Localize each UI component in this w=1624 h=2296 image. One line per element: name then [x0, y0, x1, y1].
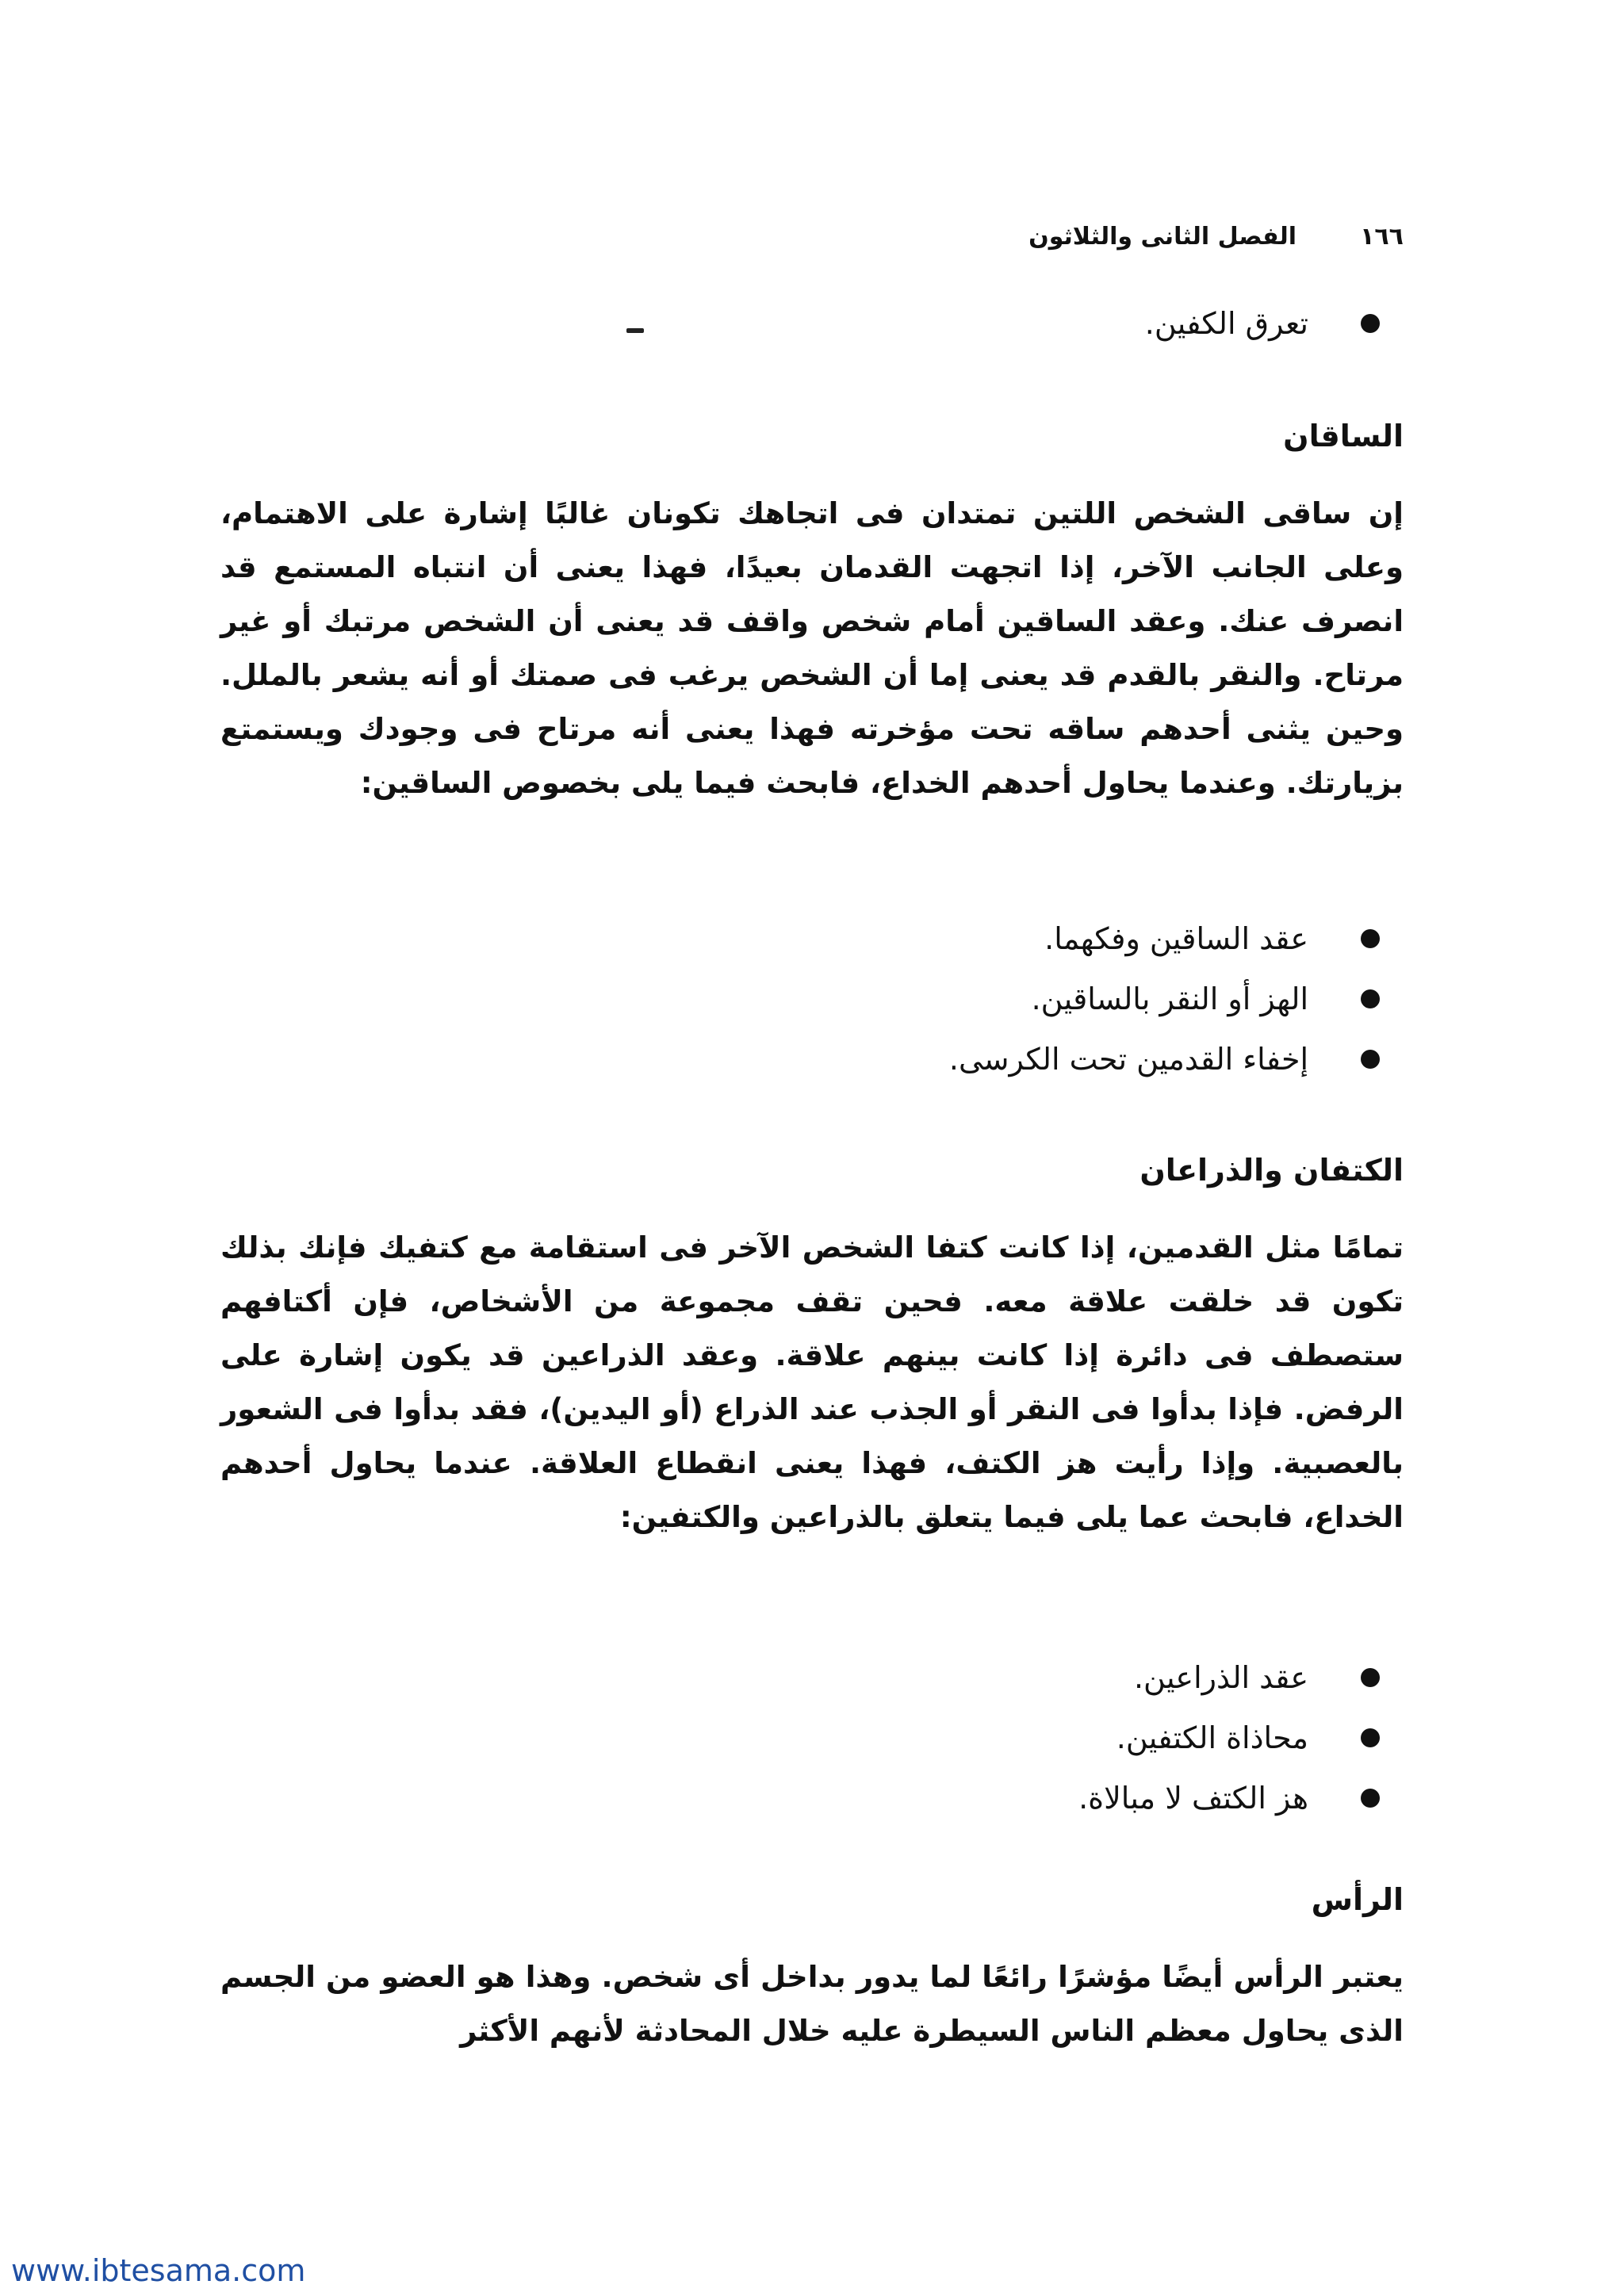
list-item-text: عقد الساقين وفكهما.: [1044, 921, 1308, 956]
section-paragraph: يعتبر الرأس أيضًا مؤشرًا رائعًا لما يدور بداخل أى شخص. وهذا هو العضو من الجسم الذى يحاول معظم الناس السيطرة عليه خلال المحادثة لأنهم الأكثر: [220, 1960, 1404, 2048]
chapter-title: الفصل الثانى والثلاثون: [1028, 222, 1297, 251]
bullet-icon: [1361, 1728, 1380, 1747]
section-shoulders-arms-bullets: [220, 1647, 1404, 1828]
bullet-icon: [1361, 989, 1380, 1008]
bullet-icon: [1361, 1789, 1380, 1808]
section-shoulders-arms: [220, 1146, 1404, 1194]
watermark-url: www.ibtesama.com: [11, 2253, 306, 2288]
section-head: [220, 1876, 1404, 1923]
list-item: [220, 1708, 1404, 1768]
section-paragraph: تمامًا مثل القدمين، إذا كانت كتفا الشخص الآخر فى استقامة مع كتفيك فإنك بذلك تكون قد خلقت علاقة معه. فحين تقف مجموعة من الأشخاص، فإن أكتافهم ستصطف فى دائرة إذا كانت بينهم علاقة. وعقد الذراعين قد يكون إشارة على الرفض. فإذا بدأوا فى النقر أو الجذب عند الذراع (أو اليدين)، فقد بدأوا فى الشعور بالعصبية. وإذا رأيت هز الكتف، فهذا يعنى انقطاع العلاقة. عندما يحاول أحدهم الخداع، فابحث عما يلى فيما يتعلق بالذراعين والكتفين:: [220, 1230, 1404, 1534]
stray-ink-mark: [626, 328, 644, 333]
page-number: ١٦٦: [1360, 222, 1404, 251]
list-item: [220, 1768, 1404, 1828]
bullet-icon: [1361, 1050, 1380, 1069]
section-legs: [220, 412, 1404, 460]
list-item-text: هز الكتف لا مبالاة.: [1078, 1781, 1308, 1816]
list-item-text: عقد الذراعين.: [1133, 1660, 1308, 1695]
list-item: [220, 293, 1404, 354]
section-head-body: [220, 1950, 1404, 2058]
bullet-icon: [1361, 929, 1380, 948]
section-shoulders-arms-body: [220, 1221, 1404, 1544]
bullet-icon: [1361, 314, 1380, 333]
section-heading: الكتفان والذراعان: [1139, 1153, 1404, 1188]
top-bullet-list: [220, 293, 1404, 354]
list-item: [220, 1029, 1404, 1089]
list-item: [220, 1647, 1404, 1708]
list-item: [220, 969, 1404, 1029]
running-header: [220, 212, 1404, 260]
section-legs-bullets: [220, 909, 1404, 1089]
list-item-text: الهز أو النقر بالساقين.: [1031, 982, 1308, 1016]
list-item-text: محاذاة الكتفين.: [1116, 1720, 1308, 1755]
section-paragraph: إن ساقى الشخص اللتين تمتدان فى اتجاهك تكونان غالبًا إشارة على الاهتمام، وعلى الجانب الآخر، إذا اتجهت القدمان بعيدًا، فهذا يعنى أن انتباه المستمع قد انصرف عنك. وعقد الساقين أمام شخص واقف قد يعنى أن الشخص مرتبك أو غير مرتاح. والنقر بالقدم قد يعنى إما أن الشخص يرغب فى صمتك أو أنه يشعر بالملل. وحين يثنى أحدهم ساقه تحت مؤخرته فهذا يعنى أنه مرتاح فى وجودك ويستمتع بزيارتك. وعندما يحاول أحدهم الخداع، فابحث فيما يلى بخصوص الساقين:: [220, 496, 1404, 800]
bullet-icon: [1361, 1668, 1380, 1687]
list-item: [220, 909, 1404, 969]
section-heading: الساقان: [1283, 419, 1404, 453]
section-heading: الرأس: [1311, 1882, 1404, 1917]
section-legs-body: [220, 487, 1404, 810]
list-item-text: تعرق الكفين.: [1144, 306, 1308, 341]
list-item-text: إخفاء القدمين تحت الكرسى.: [948, 1042, 1308, 1077]
